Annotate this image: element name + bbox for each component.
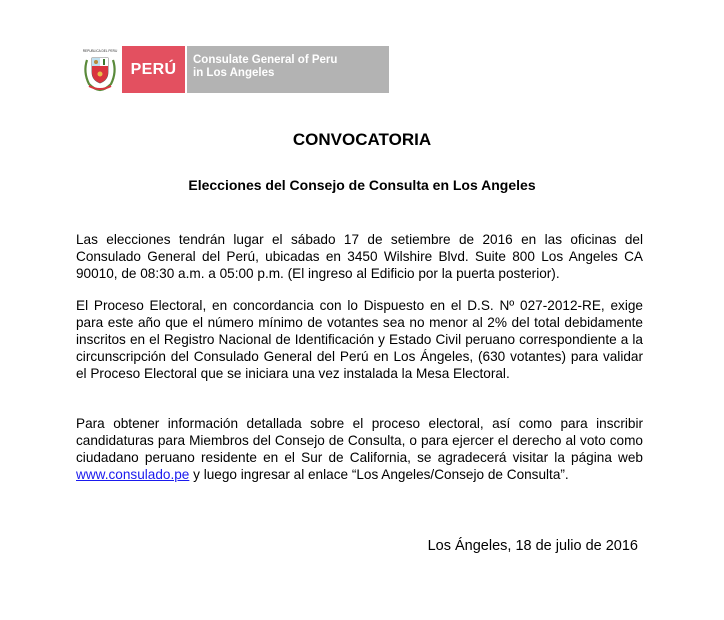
peru-label: PERÚ [130,60,177,78]
paragraph-election-date: Las elecciones tendrán lugar el sábado 17 de setiembre de 2016 en las oficinas del Consulado General del Perú, ubicadas en 3450 Wilshire Blvd. Suite 800 Los Angeles CA 90010, de 08:30 a.m. a 05:00 p.m. (El ingreso al Edificio por la puerta posterior). [76,232,643,281]
paragraph-information-text-after: y luego ingresar al enlace “Los Angeles/Consejo de Consulta”. [189,467,569,482]
peru-coat-of-arms-logo [79,46,121,93]
peru-logo-block [122,46,185,93]
consulate-header [79,46,389,93]
coat-of-arms-icon [79,46,121,93]
paragraph-information-text-before: Para obtener información detallada sobre el proceso electoral, así como para inscribir candidaturas para Miembros del Consejo de Consulta, o para ejercer el derecho al voto como ciudadano peruano residente en el Sur de California, se agradecerá visitar la página web [76,416,643,465]
consulate-name-block [187,46,389,93]
consulado-website-link[interactable]: www.consulado.pe [76,467,190,482]
document-subtitle: Elecciones del Consejo de Consulta en Los Angeles [188,177,536,193]
consulate-name-line2: in Los Angeles [193,67,275,79]
consulate-name-line1: Consulate General of Peru [193,54,338,66]
paragraph-information [76,415,643,483]
document-title: CONVOCATORIA [292,130,432,149]
paragraph-electoral-process: El Proceso Electoral, en concordancia con lo Dispuesto en el D.S. Nº 027-2012-RE, exige para este año que el número mínimo de votantes sea no menor al 2% del total debidamente inscritos en el Registro Nacional de Identificación y Estado Civil peruano correspondiente a la circunscripción del Consulado General del Perú en Los Ángeles, (630 votantes) para validar el Proceso Electoral que se iniciara una vez instalada la Mesa Electoral. [76,298,643,381]
place-and-date: Los Ángeles, 18 de julio de 2016 [427,538,638,554]
crest-caption: REPUBLICA DEL PERU [82,49,118,53]
